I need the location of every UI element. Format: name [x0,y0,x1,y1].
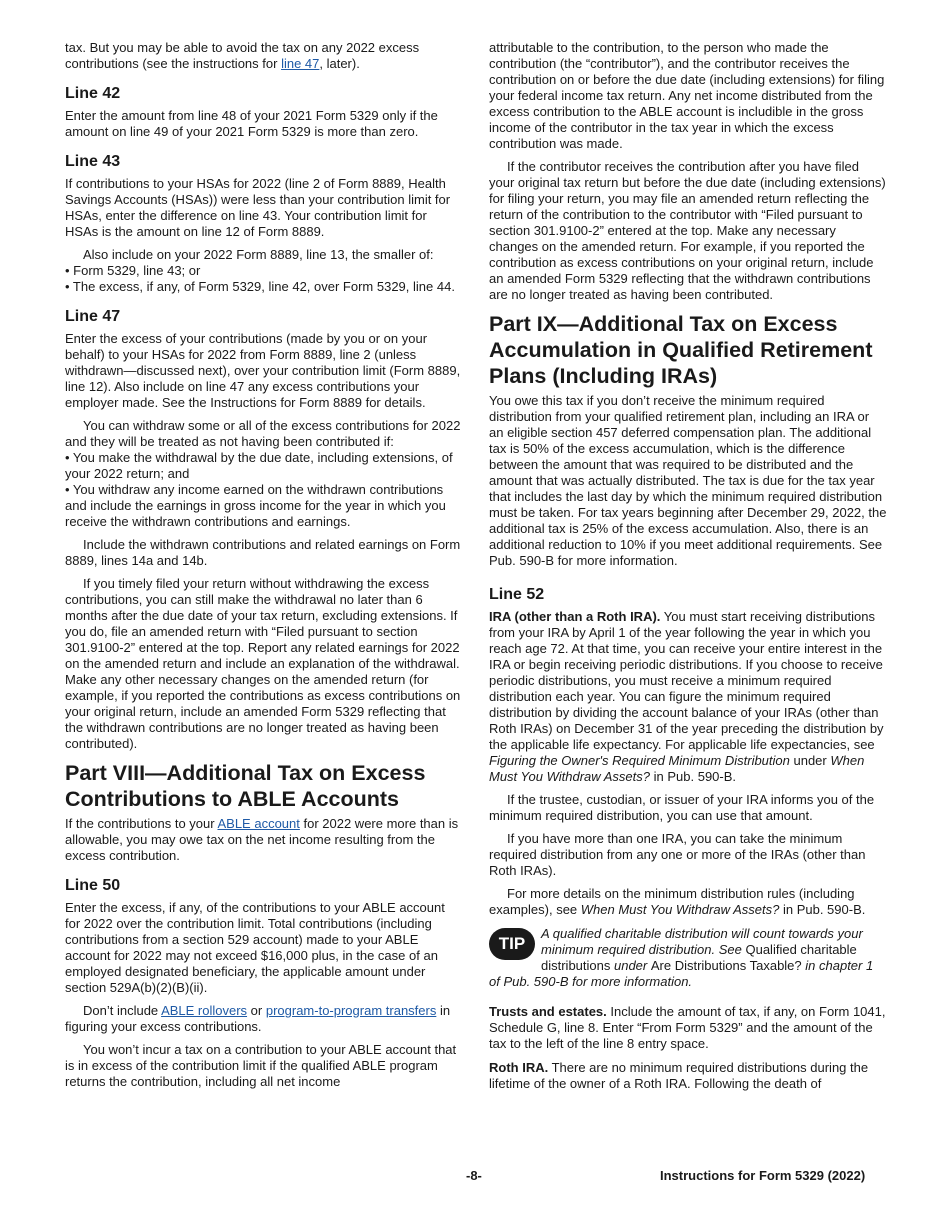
paragraph: Also include on your 2022 Form 8889, line 13, the smaller of: [83,247,434,262]
tip-icon: TIP [489,928,535,960]
bullet-item: • You make the withdrawal by the due date, including extensions, of your 2022 return; and [65,450,453,481]
paragraph: Enter the excess, if any, of the contributions to your ABLE account for 2022 over the contribution limit. Total contributions (including contributions from a section 529 account) made to your ABLE account for 2022 may not exceed $16,000 plus, in the case of an employed designated beneficiary, the applicable amount under section 529A(b)(2)(B)(ii). [65,900,445,995]
heading-line-50: Line 50 [65,877,121,894]
paragraph: Enter the excess of your contributions (made by you or on your behalf) to your HSAs for 2022 from Form 8889, line 2 (unless withdrawn—discussed next), over your contribution limit (Form 8889, line 12). Also include on line 47 any excess contributions your employer made. See the Instructions for Form 8889 for details. [65,331,461,410]
bullet-item: • The excess, if any, of Form 5329, line 42, over Form 5329, line 44. [65,279,455,294]
right-column [489,40,887,1098]
heading-line-43: Line 43 [65,153,121,170]
paragraph: If the trustee, custodian, or issuer of your IRA informs you of the minimum required distribution, you can use that amount. [489,792,875,823]
paragraph: Trusts and estates. Include the amount of tax, if any, on Form 1041, Schedule G, line 8. Enter “From Form 5329” and the amount of the tax to the left of the line 8 entry space. [489,1004,886,1051]
paragraph: Include the withdrawn contributions and related earnings on Form 8889, lines 14a and 14b. [65,537,461,568]
heading-part-viii: Part VIII—Additional Tax on Excess Contributions to ABLE Accounts [65,761,426,811]
heading-line-47: Line 47 [65,308,121,325]
able-account-link[interactable]: ABLE account [217,816,300,831]
paragraph: You won’t incur a tax on a contribution to your ABLE account that is in excess of the contribution limit if the qualified ABLE program returns the contribution, including all net income [65,1042,457,1089]
heading-line-52: Line 52 [489,586,545,603]
paragraph: If the contributor receives the contribution after you have filed your original tax return but before the due date (including extensions) for filing your return, you may file an amended return reflecting the return of the contribution to the contributor with “Filed pursuant to section 301.9100-2” entered at the top. Make any necessary changes on the amended return. For example, if you reported the contribution as excess contributions on your original return, include an amended Form 5329 reflecting that the withdrawn contributions are no longer treated as having been contributed. [489,159,886,302]
document-title: Instructions for Form 5329 (2022) [660,1168,866,1183]
tip-text: A qualified charitable distribution will count towards your minimum required distribution. See Qualified charitable distributions under Are Distributions Taxable? in chapter 1 of Pub. 590-B for more information. [489,926,874,989]
paragraph: You owe this tax if you don’t receive the minimum required distribution from your qualified retirement plan, including an IRA or an eligible section 457 deferred compensation plan. The additional tax is 50% of the excess accumulation, which is the difference between the amount that was required to be distributed and the amount that was actually distributed. The tax is due for the tax year that includes the last day by which the minimum required distribution must be taken. For tax years beginning after December 29, 2022, the additional tax is 25% of the excess accumulation. Also, there is an additional reduction to 10% if you meet additional requirements. See Pub. 590-B for more information. [489,393,887,568]
paragraph: Don’t include ABLE rollovers or program-to-program transfers in figuring your excess contributions. [65,1003,451,1034]
left-column [65,40,463,1096]
paragraph: attributable to the contribution, to the person who made the contribution (the “contributor”), and the contributor receives the contribution on or before the due date (including extensions) for filing your federal income tax return. Any net income distributed from the excess contribution to the ABLE account is includible in the gross income of the contributor in the tax year in which the excess contribution was made. [489,40,885,151]
able-rollovers-link[interactable]: ABLE rollovers [161,1003,248,1018]
paragraph: If you have more than one IRA, you can take the minimum required distribution from any one or more of the IRAs (other than Roth IRAs). [489,831,866,878]
paragraph: If contributions to your HSAs for 2022 (line 2 of Form 8889, Health Savings Accounts (HSAs)) were less than your contribution limit for HSAs, enter the difference on line 43. Your contribution limit for HSAs is the amount on line 12 of Form 8889. [65,176,451,239]
paragraph: If the contributions to your ABLE account for 2022 were more than is allowable, you may owe tax on the net income resulting from the excess contribution. [65,816,459,863]
tip-box [489,926,887,990]
bullet-item: • You withdraw any income earned on the withdrawn contributions and include the earnings in gross income for the year in which you receive the withdrawn contributions and earnings. [65,482,446,529]
paragraph: Enter the amount from line 48 of your 2021 Form 5329 only if the amount on line 49 of your 2021 Form 5329 is more than zero. [65,108,438,139]
paragraph: IRA (other than a Roth IRA). You must start receiving distributions from your IRA by April 1 of the year following the year in which you reach age 72. At that time, you can receive your entire interest in the IRA or begin receiving periodic distributions. If you choose to receive periodic distributions, you must receive a minimum required distribution each year. You can figure the minimum required distribution by dividing the account balance of your IRAs (other than Roth IRAs) on December 31 of the year preceding the distribution by the applicable life expectancy. For applicable life expectancies, see Figuring the Owner's Required Minimum Distribution under When Must You Withdraw Assets? in Pub. 590-B. [489,609,884,784]
page-number: -8- [466,1168,482,1183]
heading-part-ix: Part IX—Additional Tax on Excess Accumulation in Qualified Retirement Plans (Including IRAs) [489,312,873,388]
line-47-link[interactable]: line 47 [281,56,320,71]
paragraph: For more details on the minimum distribution rules (including examples), see When Must You Withdraw Assets? in Pub. 590-B. [489,886,866,917]
program-to-program-transfers-link[interactable]: program-to-program transfers [265,1003,437,1018]
bullet-item: • Form 5329, line 43; or [65,263,201,278]
heading-line-42: Line 42 [65,85,121,102]
paragraph: tax. But you may be able to avoid the tax on any 2022 excess contributions (see the instructions for line 47, later). [65,40,420,71]
paragraph: You can withdraw some or all of the excess contributions for 2022 and they will be treated as not having been contributed if: [65,418,461,449]
paragraph: If you timely filed your return without withdrawing the excess contributions, you can still make the withdrawal no later than 6 months after the due date of your tax return, excluding extensions. If you do, file an amended return with “Filed pursuant to section 301.9100-2” entered at the top. Report any related earnings for 2022 on the amended return and include an explanation of the withdrawal. Make any other necessary changes on the amended return (for example, if you reported the contributions as excess contributions on your original return, include an amended Form 5329 reflecting that the withdrawn contributions are no longer treated as having been contributed). [65,576,461,751]
paragraph: Roth IRA. There are no minimum required distributions during the lifetime of the owner of a Roth IRA. Following the death of [489,1060,869,1091]
